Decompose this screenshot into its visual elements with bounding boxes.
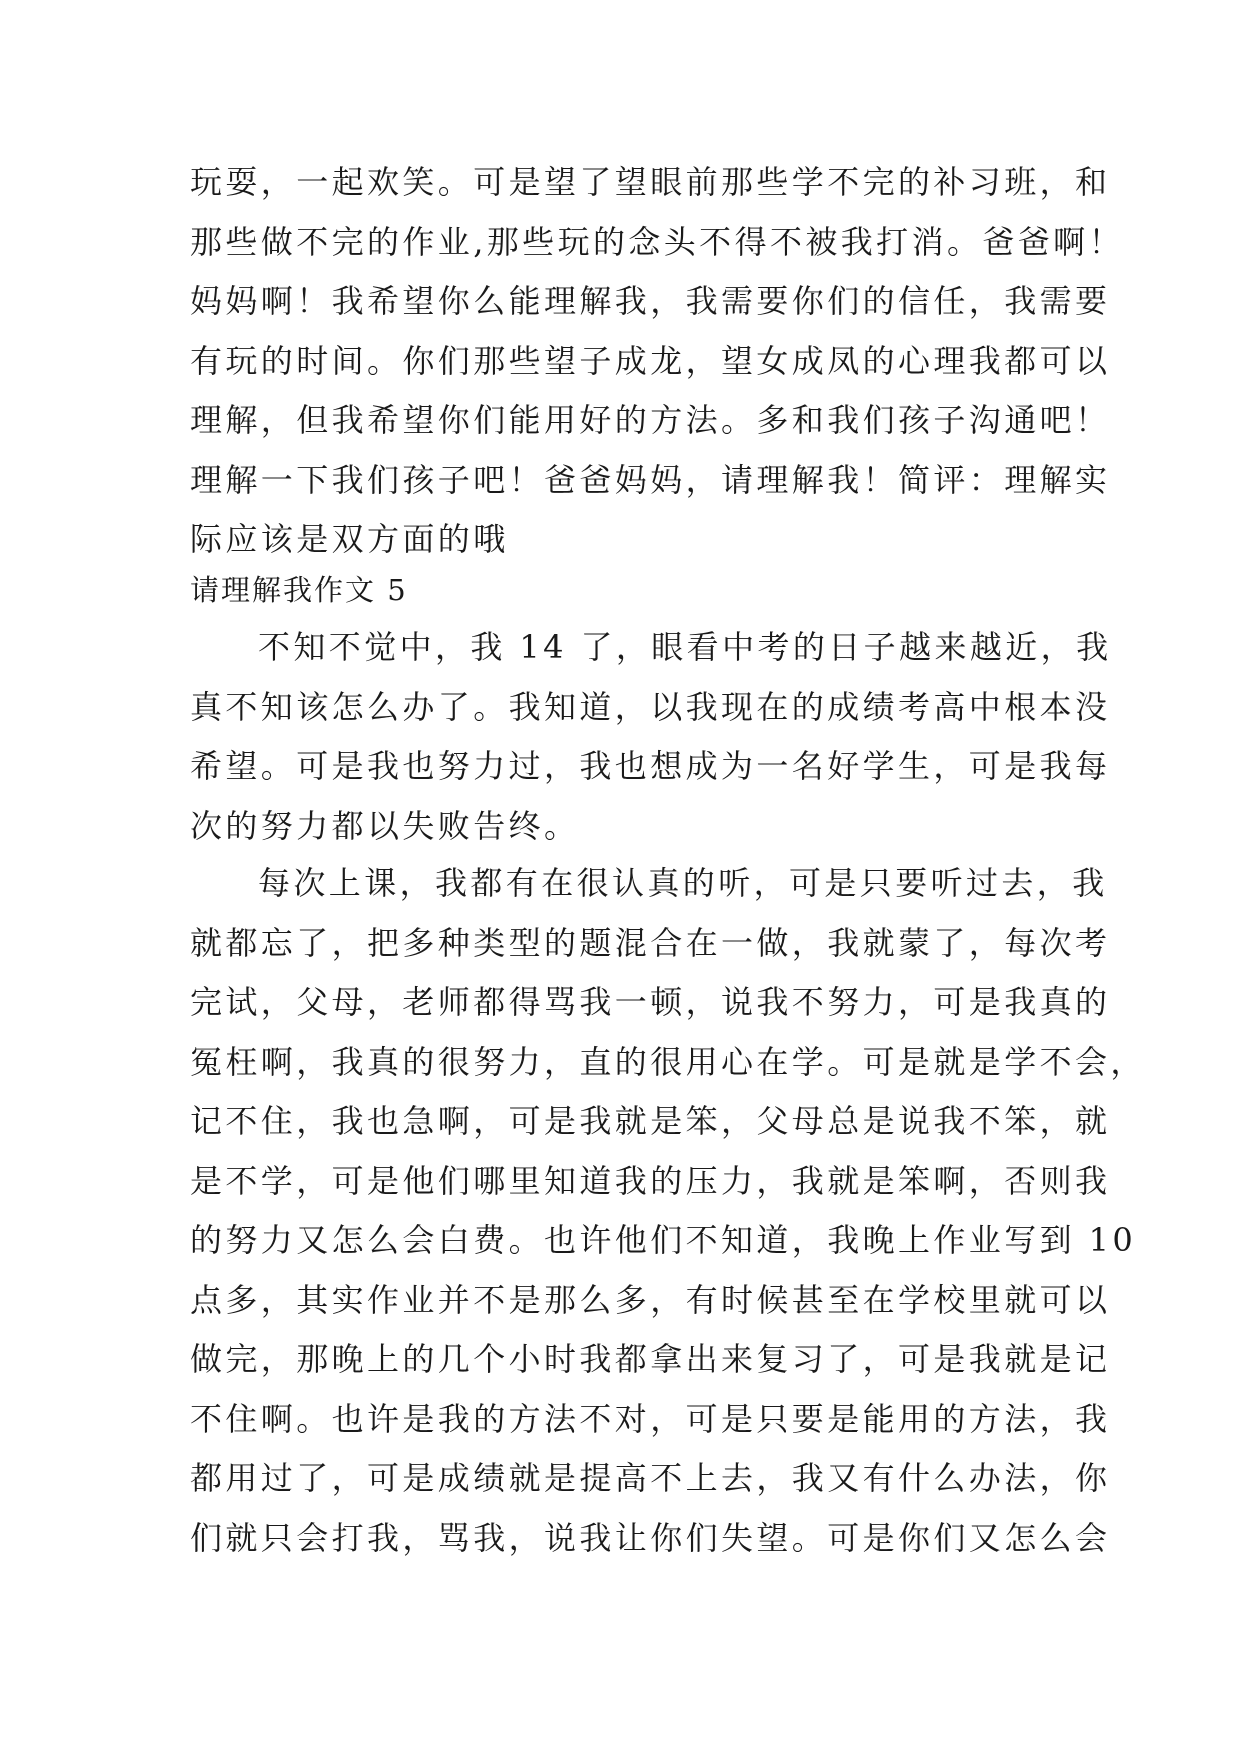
text-line: 妈妈啊！我希望你么能理解我，我需要你们的信任，我需要 bbox=[190, 282, 1111, 320]
text-line: 每次上课，我都有在很认真的听，可是只要听过去，我 bbox=[258, 864, 1108, 902]
paragraph-2 bbox=[190, 618, 1112, 856]
text-line: 就都忘了，把多种类型的题混合在一做，我就蒙了，每次考 bbox=[190, 923, 1111, 962]
text-line: 有玩的时间。你们那些望子成龙，望女成凤的心理我都可以 bbox=[190, 341, 1111, 380]
text-line: 都用过了，可是成绩就是提高不上去，我又有什么办法，你 bbox=[190, 1459, 1111, 1497]
text-line: 是不学，可是他们哪里知道我的压力，我就是笨啊，否则我 bbox=[190, 1161, 1111, 1200]
text-line: 理解一下我们孩子吧！爸爸妈妈，请理解我！简评：理解实 bbox=[190, 460, 1111, 499]
text-line: 完试，父母，老师都得骂我一顿，说我不努力，可是我真的 bbox=[190, 983, 1111, 1021]
paragraph-continued bbox=[190, 153, 1124, 570]
text-line: 点多，其实作业并不是那么多，有时候甚至在学校里就可以 bbox=[190, 1280, 1111, 1319]
text-line: 真不知该怎么办了。我知道，以我现在的成绩考高中根本没 bbox=[190, 687, 1111, 726]
text-line: 们就只会打我，骂我，说我让你们失望。可是你们又怎么会 bbox=[190, 1518, 1111, 1557]
paragraph-3 bbox=[190, 854, 1146, 1568]
text-line: 记不住，我也急啊，可是我就是笨，父母总是说我不笨，就 bbox=[190, 1102, 1111, 1140]
text-line: 的努力又怎么会白费。也许他们不知道，我晚上作业写到 10 bbox=[190, 1221, 1137, 1259]
text-line: 希望。可是我也努力过，我也想成为一名好学生，可是我每 bbox=[190, 747, 1111, 785]
text-line: 做完，那晚上的几个小时我都拿出来复习了，可是我就是记 bbox=[190, 1340, 1111, 1378]
text-line: 不知不觉中，我 14 了，眼看中考的日子越来越近，我 bbox=[258, 628, 1112, 666]
section-heading: 请理解我作文 5 bbox=[190, 573, 408, 607]
text-line: 玩耍，一起欢笑。可是望了望眼前那些学不完的补习班，和 bbox=[190, 163, 1111, 201]
text-line: 理解，但我希望你们能用好的方法。多和我们孩子沟通吧！ bbox=[190, 401, 1111, 439]
text-line: 冤枉啊，我真的很努力，直的很用心在学。可是就是学不会， bbox=[190, 1042, 1146, 1081]
text-line: 次的努力都以失败告终。 bbox=[190, 806, 580, 845]
text-line: 那些做不完的作业,那些玩的念头不得不被我打消。爸爸啊！ bbox=[190, 222, 1124, 261]
text-line: 不住啊。也许是我的方法不对，可是只要是能用的方法，我 bbox=[190, 1399, 1111, 1438]
text-line: 际应该是双方面的哦 bbox=[190, 520, 509, 558]
